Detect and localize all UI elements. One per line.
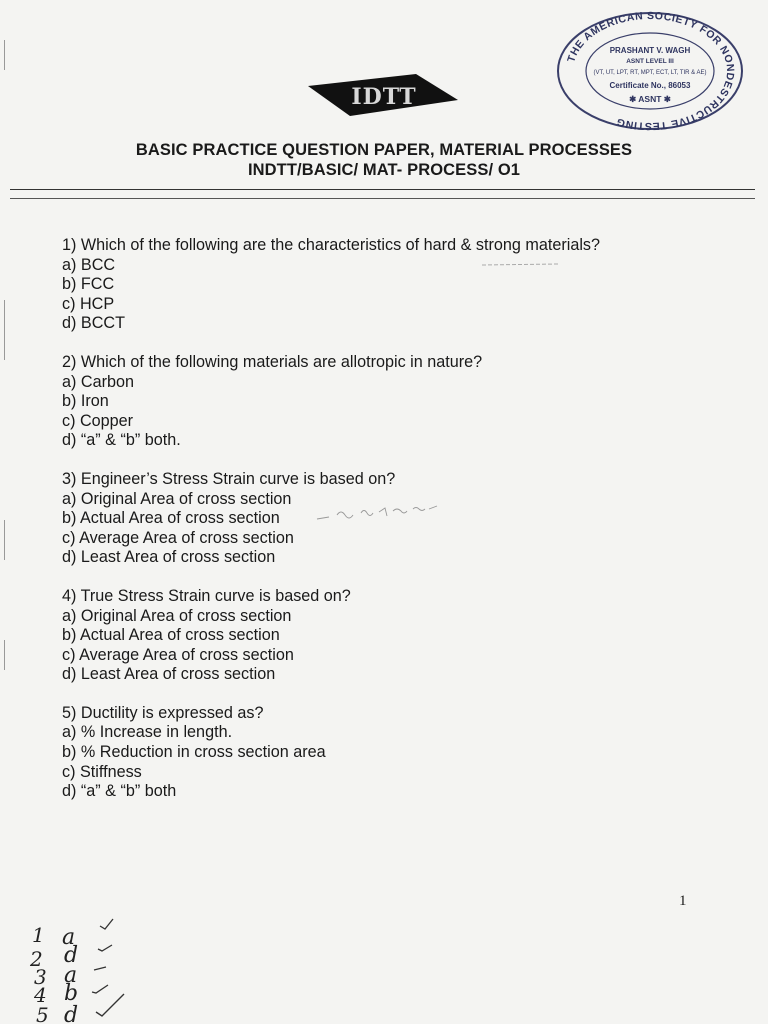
page-number: 1	[679, 893, 687, 909]
option: a) Carbon	[62, 372, 134, 391]
edge-mark	[4, 40, 5, 70]
handwritten-answer-letter: a	[64, 963, 78, 988]
question-5	[62, 704, 702, 802]
header-rule	[10, 198, 755, 199]
option: a) % Increase in length.	[62, 723, 233, 742]
document-subtitle: INDTT/BASIC/ MAT- PROCESS/ O1	[247, 161, 521, 179]
option: d) Least Area of cross section	[62, 548, 276, 567]
option: c) Copper	[62, 411, 134, 430]
handwritten-answer-letter: b	[64, 981, 79, 1006]
question-text: 2) Which of the following materials are allotropic in nature?	[62, 352, 483, 371]
option: b) Actual Area of cross section	[62, 509, 280, 528]
edge-mark	[4, 640, 5, 670]
option: c) Average Area of cross section	[62, 528, 294, 547]
handwritten-question-number: 5	[36, 1003, 49, 1024]
question-3	[62, 470, 702, 568]
question-4	[62, 587, 702, 685]
option: d) BCCT	[62, 314, 125, 333]
document-title: BASIC PRACTICE QUESTION PAPER, MATERIAL PROCESSES	[135, 141, 633, 159]
question-text: 5) Ductility is expressed as?	[62, 703, 264, 722]
option: a) Original Area of cross section	[62, 489, 292, 508]
handwritten-question-number: 2	[30, 947, 43, 971]
option: d) “a” & “b” both	[62, 782, 177, 801]
question-2	[62, 353, 702, 451]
option: d) Least Area of cross section	[62, 665, 276, 684]
handwritten-question-number: 3	[34, 965, 47, 989]
option: c) Average Area of cross section	[62, 645, 294, 664]
option: d) “a” & “b” both.	[62, 431, 181, 450]
stamp-level: ASNT LEVEL III	[626, 58, 674, 65]
edge-mark	[4, 300, 5, 360]
question-list	[62, 236, 702, 821]
option: b) Iron	[62, 392, 109, 411]
handwritten-question-number: 1	[32, 923, 45, 947]
question-text: 3) Engineer’s Stress Strain curve is based on?	[62, 469, 396, 488]
stamp-asnt: ✱ ASNT ✱	[629, 94, 671, 104]
question-text: 4) True Stress Strain curve is based on?	[62, 586, 351, 605]
handwritten-answer-letter: a	[62, 925, 76, 950]
stamp-name: PRASHANT V. WAGH	[609, 46, 691, 55]
handwritten-answer-letter: d	[64, 1003, 79, 1024]
option: b) Actual Area of cross section	[62, 626, 280, 645]
option: c) Stiffness	[62, 762, 142, 781]
option: b) FCC	[62, 275, 115, 294]
option: a) Original Area of cross section	[62, 606, 292, 625]
option: b) % Reduction in cross section area	[62, 743, 326, 762]
header-rule	[10, 189, 755, 190]
question-text: 1) Which of the following are the characteristics of hard & strong materials?	[62, 236, 601, 254]
indtt-logo	[308, 70, 458, 118]
option: c) HCP	[62, 294, 115, 313]
handwritten-answer-key	[0, 900, 160, 1024]
stamp-certificate: Certificate No., 86053	[609, 81, 691, 90]
edge-mark	[4, 520, 5, 560]
stamp-methods: (VT, UT, LPT, RT, MPT, ECT, LT, TIR & AE)	[593, 70, 707, 76]
question-1	[62, 236, 702, 334]
handwritten-answer-letter: d	[64, 943, 79, 968]
logo-text: IDTT	[351, 84, 417, 110]
handwritten-question-number: 4	[34, 983, 47, 1007]
option: a) BCC	[62, 255, 116, 274]
stamp-ring-text: THE AMERICAN SOCIETY FOR NONDESTRUCTIVE TESTING	[565, 10, 737, 132]
asnt-stamp	[555, 10, 745, 132]
